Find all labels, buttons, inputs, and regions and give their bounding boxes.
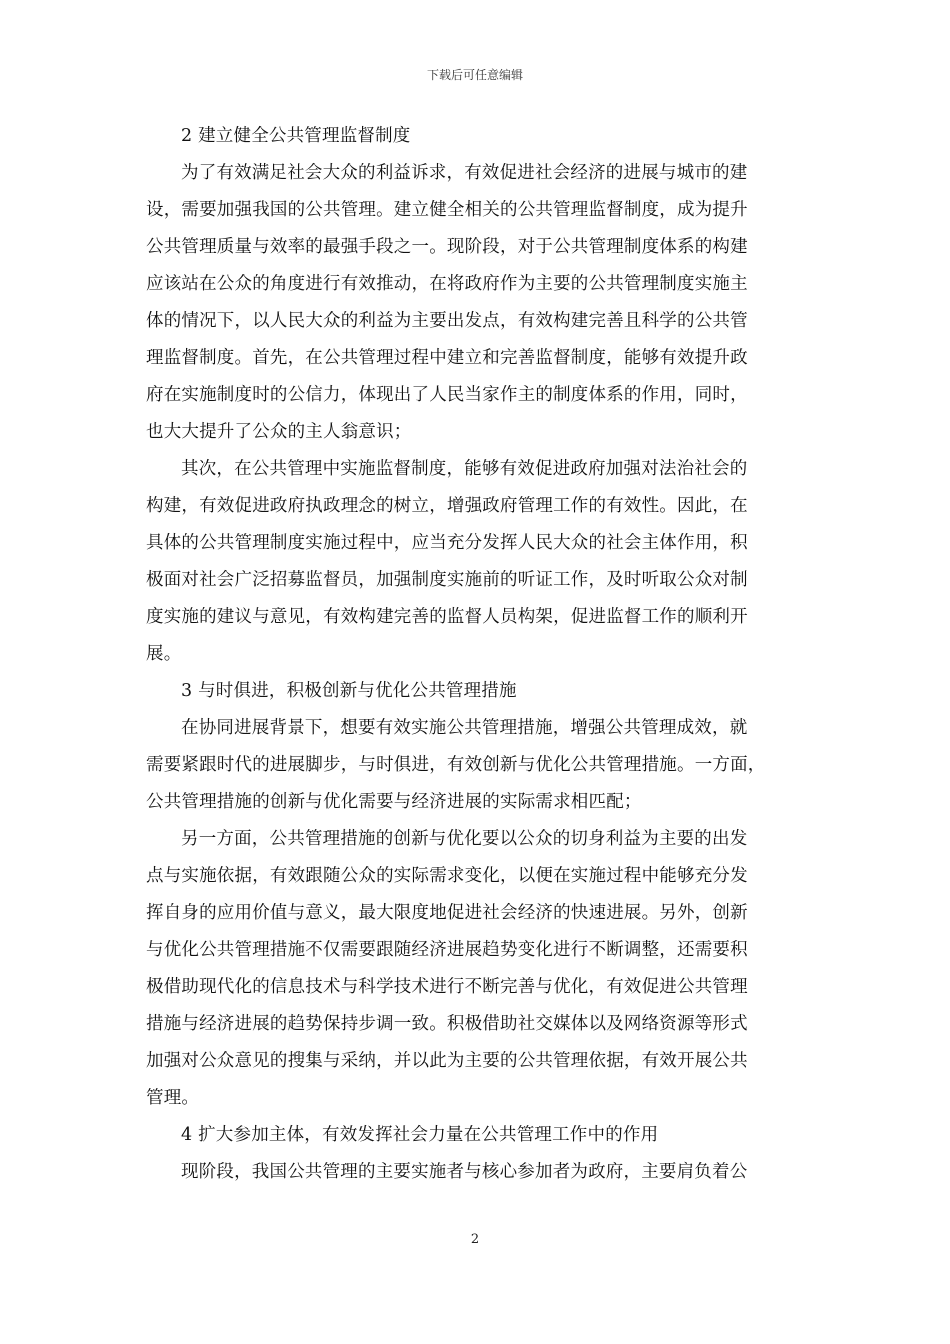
text-line: 与优化公共管理措施不仅需要跟随经济进展趋势变化进行不断调整，还需要积 [146,940,748,960]
text-line: 现阶段，我国公共管理的主要实施者与核心参加者为政府，主要肩负着公 [181,1162,748,1182]
text-line: 度实施的建议与意见，有效构建完善的监督人员构架，促进监督工作的顺利开 [146,607,748,627]
text-line: 构建，有效促进政府执政理念的树立，增强政府管理工作的有效性。因此，在 [146,496,748,516]
text-line: 体的情况下，以人民大众的利益为主要出发点，有效构建完善且科学的公共管 [146,311,748,331]
page-number: 2 [470,1232,480,1247]
text-line: 应该站在公众的角度进行有效推动，在将政府作为主要的公共管理制度实施主 [146,274,748,294]
text-line: 需要紧跟时代的进展脚步，与时俱进，有效创新与优化公共管理措施。一方面， [146,755,766,775]
text-line: 另一方面，公共管理措施的创新与优化要以公众的切身利益为主要的出发 [181,829,748,849]
text-line: 为了有效满足社会大众的利益诉求，有效促进社会经济的进展与城市的建 [181,163,748,183]
text-line: 挥自身的应用价值与意义，最大限度地促进社会经济的快速进展。另外，创新 [146,903,748,923]
document-body [146,118,806,1191]
text-line: 设，需要加强我国的公共管理。建立健全相关的公共管理监督制度，成为提升 [146,200,748,220]
text-line: 公共管理质量与效率的最强手段之一。现阶段，对于公共管理制度体系的构建 [146,237,748,257]
text-line: 公共管理措施的创新与优化需要与经济进展的实际需求相匹配； [146,792,642,812]
text-line: 府在实施制度时的公信力，体现出了人民当家作主的制度体系的作用，同时， [146,385,748,405]
text-line: 4 扩大参加主体，有效发挥社会力量在公共管理工作中的作用 [181,1125,659,1145]
text-line: 点与实施依据，有效跟随公众的实际需求变化，以便在实施过程中能够充分发 [146,866,748,886]
text-line: 极面对社会广泛招募监督员，加强制度实施前的听证工作，及时听取公众对制 [146,570,748,590]
text-line: 具体的公共管理制度实施过程中，应当充分发挥人民大众的社会主体作用，积 [146,533,748,553]
text-line: 3 与时俱进，积极创新与优化公共管理措施 [181,681,517,701]
text-line: 极借助现代化的信息技术与科学技术进行不断完善与优化，有效促进公共管理 [146,977,748,997]
text-line: 管理。 [146,1088,200,1108]
text-line: 加强对公众意见的搜集与采纳，并以此为主要的公共管理依据，有效开展公共 [146,1051,748,1071]
text-line: 展。 [146,644,182,664]
text-line: 措施与经济进展的趋势保持步调一致。积极借助社交媒体以及网络资源等形式 [146,1014,748,1034]
text-line: 2 建立健全公共管理监督制度 [181,126,411,146]
text-line: 也大大提升了公众的主人翁意识； [146,422,412,442]
text-line: 其次，在公共管理中实施监督制度，能够有效促进政府加强对法治社会的 [181,459,748,479]
text-line: 在协同进展背景下，想要有效实施公共管理措施，增强公共管理成效，就 [181,718,748,738]
page-header-note: 下载后可任意编辑 [426,68,523,82]
text-line: 理监督制度。首先，在公共管理过程中建立和完善监督制度，能够有效提升政 [146,348,748,368]
